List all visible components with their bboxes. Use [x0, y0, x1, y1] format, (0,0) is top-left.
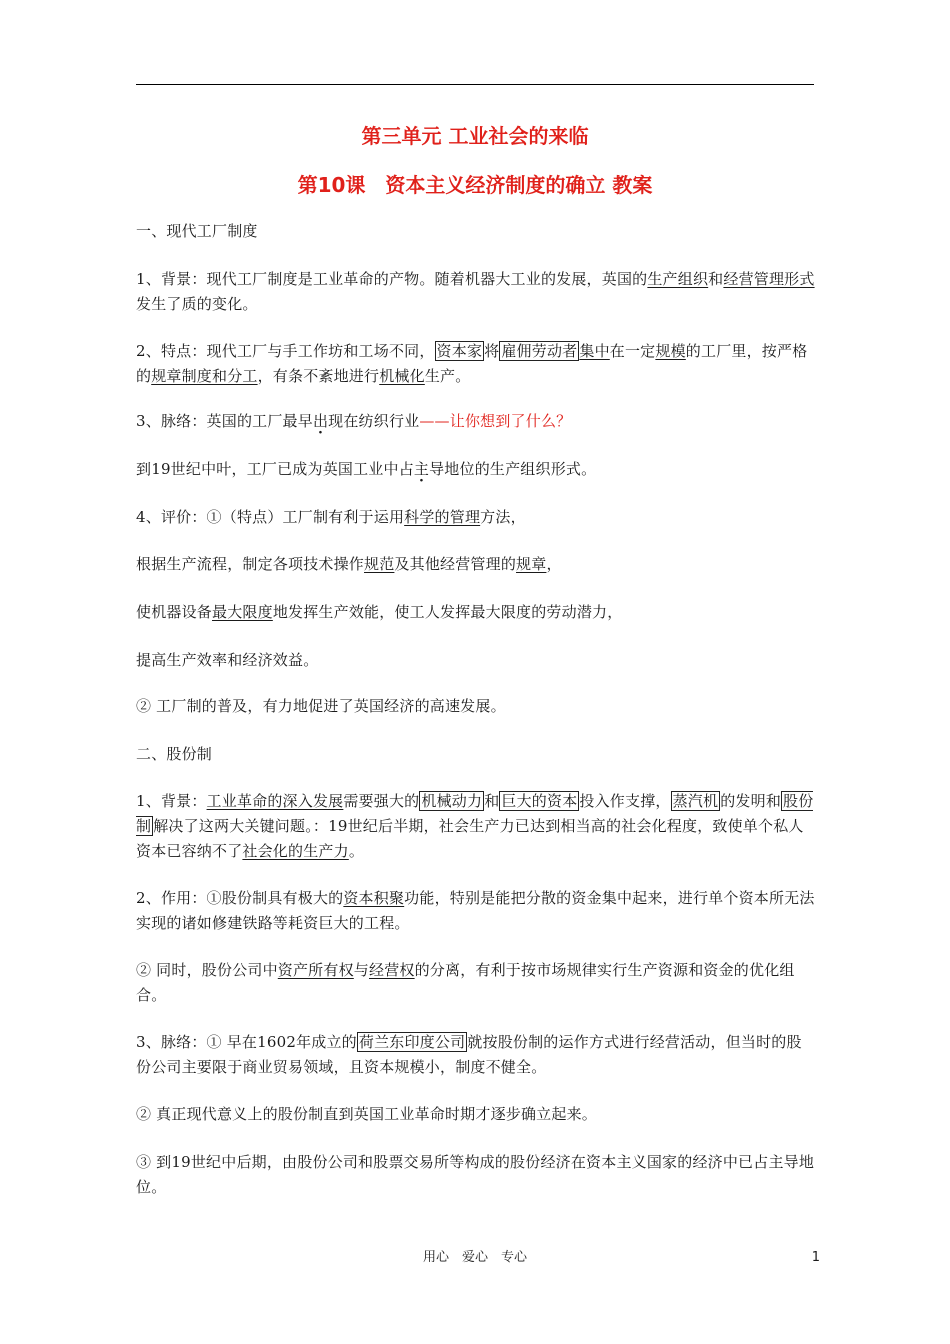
section-heading-joint-stock: 二、股份制 [136, 745, 213, 763]
lesson-title: 第10课 资本主义经济制度的确立 教案 [297, 173, 653, 197]
paragraph-joint-stock-role-2: ② 同时，股份公司中资产所有权与经营权的分离，有利于按市场规律实行生产资源和资金的优化组合。 [136, 961, 795, 1004]
paragraph-joint-stock-context: 3、脉络：① 早在1602年成立的 荷兰东印度公司 就按股份制的运作方式进行经营活动，但当时的股份公司主要限于商业贸易领域，且资本规模小，制度不健全。 [136, 1033, 802, 1076]
section-heading-factory: 一、现代工厂制度 [136, 222, 258, 240]
paragraph-joint-stock-background: 1、背景：工业革命的深入发展需要强大的 机械动力 和 巨大的资本 投入作支撑， 蒸汽机 的发明和 股份制 解决了这两大关键问题。：19世纪后半期，社会生产力已达到相当高的社会化程度，致使单个私人资本已容纳不了社会化的生产力。 [136, 792, 814, 860]
paragraph-factory-context-2: 到19世纪中叶，工厂已成为英国工业中占主导地位的生产组织形式。 [136, 460, 597, 478]
paragraph-factory-evaluation: 4、评价：①（特点）工厂制有利于运用科学的管理方法， [136, 508, 526, 526]
paragraph-factory-evaluation-4: 提高生产效率和经济效益。 [136, 651, 319, 669]
header-rule [136, 84, 814, 85]
paragraph-joint-stock-context-2: ② 真正现代意义上的股份制直到英国工业革命时期才逐步确立起来。 [136, 1105, 597, 1123]
paragraph-factory-evaluation-5: ② 工厂制的普及，有力地促进了英国经济的高速发展。 [136, 697, 506, 715]
paragraph-factory-evaluation-2: 根据生产流程，制定各项技术操作规范及其他经营管理的规章， [136, 555, 562, 573]
paragraph-joint-stock-context-3: ③ 到19世纪中后期，由股份公司和股票交易所等构成的股份经济在资本主义国家的经济中已占主导地位。 [136, 1153, 815, 1196]
page-number: 1 [811, 1250, 820, 1265]
paragraph-factory-context: 3、脉络：英国的工厂最早出现在纺织行业——让你想到了什么？ [136, 412, 572, 430]
paragraph-factory-features: 2、特点：现代工厂与手工作坊和工场不同， 资本家 将 雇佣劳动者 集中在一定规模的工厂里，按严格的规章制度和分工，有条不紊地进行机械化生产。 [136, 342, 808, 385]
paragraph-factory-evaluation-3: 使机器设备最大限度地发挥生产效能，使工人发挥最大限度的劳动潜力， [136, 603, 623, 621]
footer-motto: 用心 爱心 专心 [422, 1250, 527, 1265]
unit-title: 第三单元 工业社会的来临 [361, 124, 589, 148]
paragraph-factory-background: 1、背景：现代工厂制度是工业革命的产物。随着机器大工业的发展，英国的生产组织和经营管理形式发生了质的变化。 [136, 270, 815, 313]
paragraph-joint-stock-role: 2、作用：①股份制具有极大的资本积聚功能，特别是能把分散的资金集中起来，进行单个资本所无法实现的诸如修建铁路等耗资巨大的工程。 [136, 889, 815, 932]
